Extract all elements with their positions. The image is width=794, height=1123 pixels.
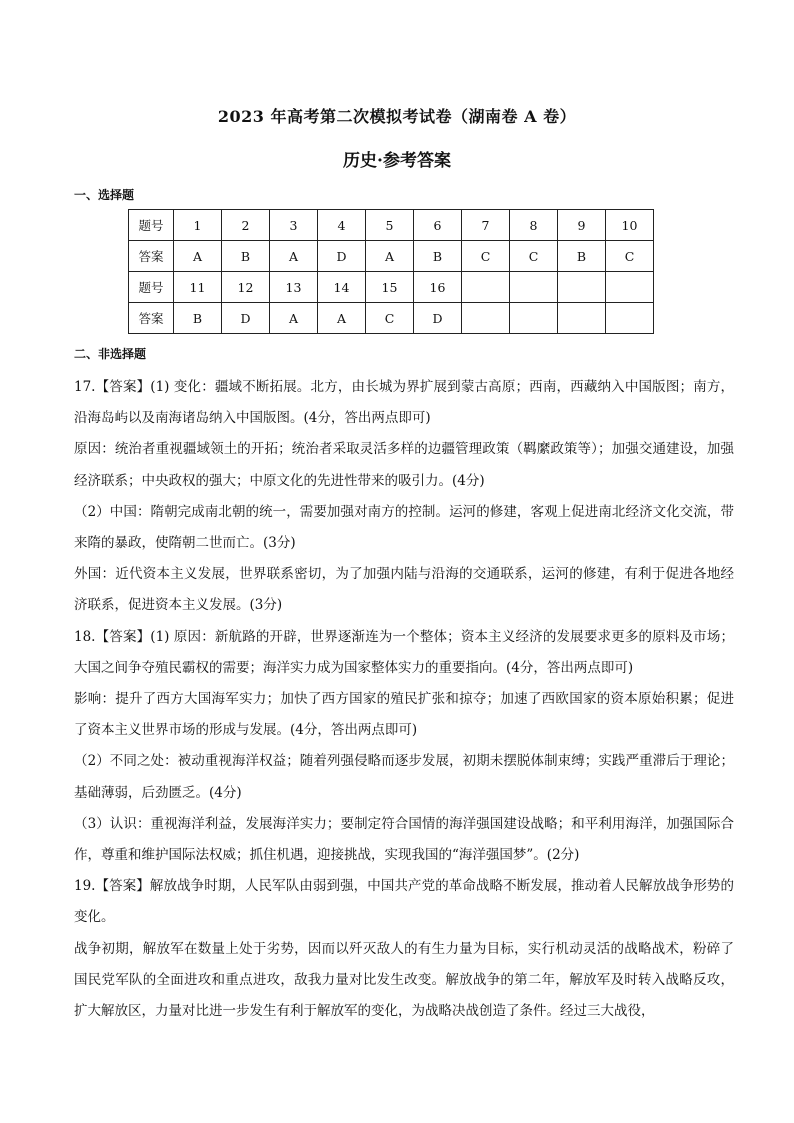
- table-cell: 15: [366, 272, 414, 303]
- section-heading-choice: 一、选择题: [74, 188, 135, 202]
- answer-paragraph: 影响：提升了西方大国海军实力；加快了西方国家的殖民扩张和掠夺；加速了西欧国家的资本原始积累；促进了资本主义世界市场的形成与发展。(4分，答出两点即可): [74, 691, 734, 739]
- table-cell: B: [558, 241, 606, 272]
- table-cell: B: [222, 241, 270, 272]
- answer-paragraph: （2）不同之处：被动重视海洋权益；随着列强侵略而逐步发展，初期未摆脱体制束缚；实践严重滞后于理论；基础薄弱，后劲匮乏。(4分): [74, 753, 734, 801]
- table-cell: 8: [510, 210, 558, 241]
- answer-paragraph: 19.【答案】解放战争时期，人民军队由弱到强，中国共产党的革命战略不断发展，推动着人民解放战争形势的变化。: [74, 878, 734, 926]
- table-cell: 4: [318, 210, 366, 241]
- table-cell: 11: [174, 272, 222, 303]
- table-cell: [510, 272, 558, 303]
- table-cell: 6: [414, 210, 462, 241]
- table-cell: A: [366, 241, 414, 272]
- table-cell: B: [174, 303, 222, 334]
- table-cell: B: [414, 241, 462, 272]
- table-cell: C: [510, 241, 558, 272]
- answer-paragraph: 外国：近代资本主义发展，世界联系密切，为了加强内陆与沿海的交通联系，运河的修建，有利于促进各地经济联系，促进资本主义发展。(3分): [74, 566, 734, 614]
- table-cell: [606, 303, 654, 334]
- table-cell: C: [366, 303, 414, 334]
- answer-body: [74, 372, 734, 1027]
- table-cell: 9: [558, 210, 606, 241]
- answer-paragraph: 18.【答案】(1) 原因：新航路的开辟，世界逐渐连为一个整体；资本主义经济的发展要求更多的原料及市场；大国之间争夺殖民霸权的需要；海洋实力成为国家整体实力的重要指向。(4分，答出两点即可): [74, 628, 734, 676]
- table-cell: A: [270, 303, 318, 334]
- table-cell: [558, 303, 606, 334]
- table-cell: [558, 272, 606, 303]
- table-cell: D: [318, 241, 366, 272]
- table-cell: A: [270, 241, 318, 272]
- section-heading-non-choice: 二、非选择题: [74, 347, 147, 361]
- answer-paragraph: 战争初期，解放军在数量上处于劣势，因而以歼灭敌人的有生力量为目标，实行机动灵活的战略战术，粉碎了国民党军队的全面进攻和重点进攻，敌我力量对比发生改变。解放战争的第二年，解放军及时转入战略反攻，扩大解放区，力量对比进一步发生有利于解放军的变化，为战略决战创造了条件。经过三大战役，: [74, 940, 734, 1020]
- answer-paragraph: （2）中国：隋朝完成南北朝的统一，需要加强对南方的控制。运河的修建，客观上促进南北经济文化交流，带来隋的暴政，使隋朝二世而亡。(3分): [74, 503, 734, 552]
- table-cell: 13: [270, 272, 318, 303]
- table-cell: A: [174, 241, 222, 272]
- answer-paragraph: 17.【答案】(1) 变化：疆域不断拓展。北方，由长城为界扩展到蒙古高原；西南，西藏纳入中国版图；南方，沿海岛屿以及南海诸岛纳入中国版图。(4分，答出两点即可): [74, 379, 734, 427]
- table-cell: 10: [606, 210, 654, 241]
- table-cell: C: [462, 241, 510, 272]
- table-cell: [462, 303, 510, 334]
- table-row: [129, 303, 654, 334]
- answer-table-body: [129, 210, 654, 334]
- row-label: 题号: [129, 272, 174, 303]
- table-cell: C: [606, 241, 654, 272]
- table-cell: A: [318, 303, 366, 334]
- table-cell: 1: [174, 210, 222, 241]
- table-cell: D: [222, 303, 270, 334]
- page-subtitle: 历史·参考答案: [343, 151, 451, 171]
- table-cell: D: [414, 303, 462, 334]
- answer-table: [128, 209, 654, 334]
- row-label: 题号: [129, 210, 174, 241]
- row-label: 答案: [129, 241, 174, 272]
- table-row: [129, 210, 654, 241]
- table-cell: 2: [222, 210, 270, 241]
- table-cell: 5: [366, 210, 414, 241]
- row-label: 答案: [129, 303, 174, 334]
- table-cell: [462, 272, 510, 303]
- answer-paragraph: （3）认识：重视海洋利益，发展海洋实力；要制定符合国情的海洋强国建设战略；和平利用海洋，加强国际合作，尊重和维护国际法权威；抓住机遇，迎接挑战，实现我国的“海洋强国梦”。(2分): [74, 815, 734, 864]
- table-cell: 3: [270, 210, 318, 241]
- table-cell: 16: [414, 272, 462, 303]
- table-cell: 7: [462, 210, 510, 241]
- answer-paragraph: 原因：统治者重视疆域领土的开拓；统治者采取灵活多样的边疆管理政策（羁縻政策等）；加强交通建设，加强经济联系；中央政权的强大；中原文化的先进性带来的吸引力。(4分): [74, 441, 734, 489]
- page-title: 2023 年高考第二次模拟考试卷（湖南卷 A 卷）: [217, 107, 577, 126]
- table-cell: [510, 303, 558, 334]
- table-cell: [606, 272, 654, 303]
- table-cell: 14: [318, 272, 366, 303]
- table-row: [129, 272, 654, 303]
- table-row: [129, 241, 654, 272]
- table-cell: 12: [222, 272, 270, 303]
